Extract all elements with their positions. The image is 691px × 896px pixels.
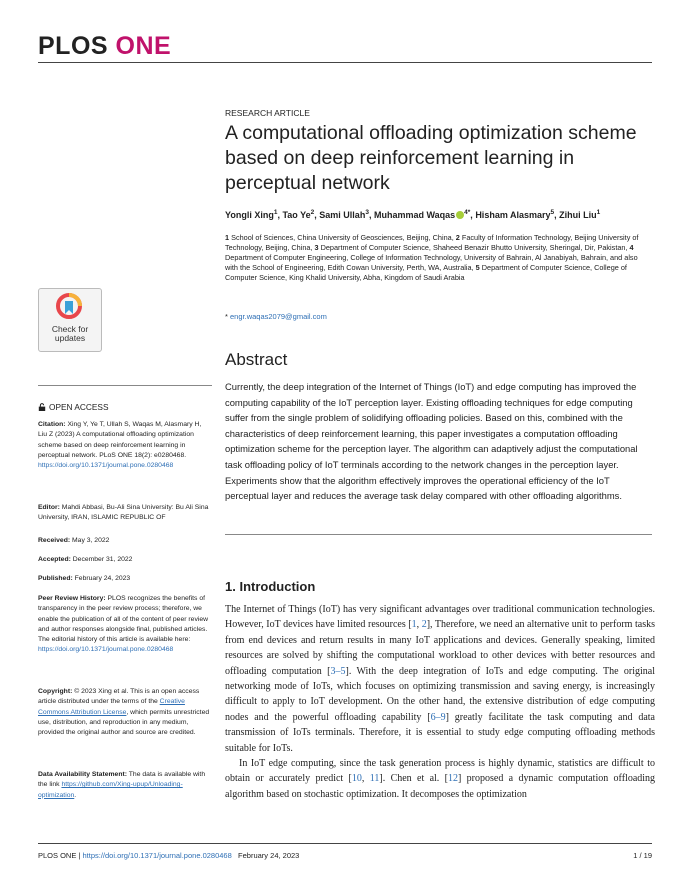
paragraph: The Internet of Things (IoT) has very significant advantages over traditional communication technologies. However, IoT devices have limited resources [1, 2], Therefore, we need an alternative unit to perform tasks from end devices and return results in many IoT applications and devices. Generally speaking, limited resources are solved by shifting the computational workload to other devices with better resources and offloading computation [3–5]. With the deep integration of IoTs and edge computing. The original networking mode of IoTs, which focuses on optimizing transmission and saving energy, is increasingly difficult to apply to IoT development. On the other hand, the extensive distribution of edge computing nodes and the powerful offloading capability [6–9] greatly facilitate the task computing and data transmission of IoTs terminals. Therefore, it is essential to study edge computing offloading methods suitable for IoTs. [225, 604, 655, 754]
received-date: Received: May 3, 2022 [38, 537, 110, 544]
footer: PLOS ONE | https://doi.org/10.1371/journal.pone.0280468 February 24, 2023 [38, 851, 300, 860]
citation-ref[interactable]: 2 [421, 619, 427, 631]
copyright-block: Copyright: © 2023 Xing et al. This is an open access article distributed under the terms of the Creative Commons Attribution License, which permits unrestricted use, distribution, and reproduction in any medium, provided the original author and source are credited. [38, 688, 210, 737]
citation-ref[interactable]: 3–5 [330, 665, 346, 677]
affiliations: 1 School of Sciences, China University of Geosciences, Beijing, China, 2 Faculty of Information Technology, Beijing University of Technology, Beijing, China, 3 Department of Computer Science, Shaheed Benazir Bhutto University, Sheringal, Dir, Pakistan, 4 Department of Computer Engineering, College of Information Technology, University of Bahrain, Al Janabiyah, Bahrain, and also with the School of Engineering, Edith Cowan University, Perth, WA, Australia, 5 Department of Computer Science, College of Computer Science, King Khalid University, Abha, Kingdom of Saudi Arabia [225, 233, 639, 282]
citation-ref[interactable]: 6–9 [430, 711, 446, 723]
article-type: RESEARCH ARTICLE [225, 108, 310, 118]
author-list: Yongli Xing$^1$, Tao Ye$^2$, Sami Ullah$^3$, Muhammad Waqas $^{4*}$, Hisham Alasmary$^5$, Zihui Liu$^1$ [225, 209, 601, 220]
footer-doi-link[interactable]: https://doi.org/10.1371/journal.pone.0280468 [82, 851, 232, 860]
check-for-updates-badge[interactable]: Check for updates [38, 288, 102, 352]
author[interactable]: Sami Ullah [319, 210, 366, 220]
header-rule [38, 62, 652, 63]
article-title: A computational offloading optimization scheme based on deep reinforcement learning in perceptual network [225, 122, 637, 194]
citation-ref[interactable]: 10 [351, 773, 362, 785]
abstract-rule [225, 534, 652, 535]
crossmark-icon [56, 293, 82, 319]
accepted-date: Accepted: December 31, 2022 [38, 556, 133, 563]
paragraph: In IoT edge computing, since the task generation process is highly dynamic, statistics are difficult to obtain or accurately predict [10, 11]. Chen et al. [12] proposed a dynamic computation offloading algorithm based on stochastic optimization. It decomposes the optimization [225, 758, 656, 800]
sidebar-rule [38, 385, 212, 386]
citation-block: Citation: Xing Y, Ye T, Ullah S, Waqas M, Alasmary H, Liu Z (2023) A computational offloading optimization scheme based on deep reinforcement learning in perceptual network. PLoS ONE 18(2): e0280468. https://doi.org/10.1371/journal.pone.0280468 [38, 421, 202, 470]
author[interactable]: Muhammad Waqas [373, 210, 456, 220]
journal-logo: PLOS ONE [38, 32, 172, 60]
author[interactable]: Hisham Alasmary [475, 210, 551, 220]
author[interactable]: Zihui Liu [559, 210, 597, 220]
open-lock-icon [38, 403, 46, 411]
citation-ref[interactable]: 12 [447, 773, 458, 785]
abstract-heading: Abstract [225, 350, 288, 369]
page-number: 1 / 19 [633, 851, 652, 860]
abstract-text: Currently, the deep integration of the Internet of Things (IoT) and edge computing has improved the computing capability of the IoT perception layer. Existing offloading techniques for edge computing suffer from the single problem of solidifying offloading policies. Based on this, combined with the characteristics of deep reinforcement learning, this paper investigates a computation offloading optimization scheme for the perception layer. The algorithm can adaptively adjust the computational task offloading policy of IoT terminals according to the network changes in the perception layer. Experiments show that the algorithm effectively improves the operational efficiency of the IoT perceptual layer and reduces the average task delay compared with other offloading algorithms. [225, 381, 638, 502]
license-link[interactable]: Creative Commons Attribution License [38, 698, 185, 716]
editor-block: Editor: Mahdi Abbasi, Bu-Ali Sina University: Bu Ali Sina University, IRAN, ISLAMIC REPUBLIC OF [38, 504, 209, 522]
orcid-icon[interactable] [456, 211, 464, 219]
published-date: Published: February 24, 2023 [38, 575, 131, 582]
peer-review-block: Peer Review History: PLOS recognizes the benefits of transparency in the peer review process; therefore, we enable the publication of all of the content of peer review and author responses alongside final, published articles. The editorial history of this article is available here: https://doi.org/10.1371/journal.pone.0280468 [38, 595, 209, 654]
data-availability-block: Data Availability Statement: The data is available with the link https://github.com/Xing-upup/Unloading-optimization. [38, 771, 206, 799]
introduction-heading: 1. Introduction [225, 579, 316, 594]
author[interactable]: Tao Ye [282, 210, 311, 220]
author[interactable]: Yongli Xing [225, 210, 274, 220]
introduction-body [225, 602, 655, 802]
citation-ref[interactable]: 1 [411, 619, 417, 631]
corresponding-email[interactable]: * engr.waqas2079@gmail.com [225, 312, 327, 321]
footer-rule [38, 843, 652, 844]
github-link[interactable]: https://github.com/Xing-upup/Unloading-optimization [38, 781, 183, 799]
open-access-label: OPEN ACCESS [38, 402, 108, 412]
citation-doi-link[interactable]: https://doi.org/10.1371/journal.pone.0280468 [38, 462, 174, 470]
peer-review-link[interactable]: https://doi.org/10.1371/journal.pone.0280468 [38, 646, 174, 654]
citation-ref[interactable]: 11 [369, 773, 380, 785]
